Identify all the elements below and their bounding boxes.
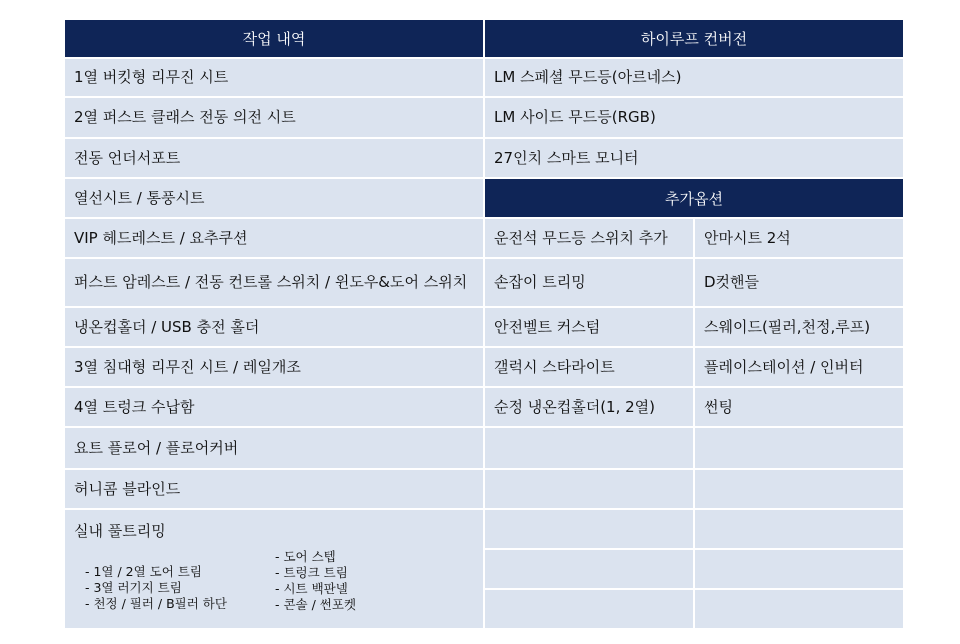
conversion-row: 27인치 스마트 모니터	[485, 139, 903, 177]
work-row: 퍼스트 암레스트 / 전동 컨트롤 스위치 / 윈도우&도어 스위치	[65, 259, 483, 306]
option-cell	[695, 428, 903, 468]
option-cell	[695, 470, 903, 508]
additional-options-header: 추가옵션	[485, 179, 903, 217]
trimming-sub-item: - 콘솔 / 썬포켓	[275, 597, 357, 612]
work-row: VIP 헤드레스트 / 요추쿠션	[65, 219, 483, 257]
work-row: 4열 트렁크 수납함	[65, 388, 483, 426]
conversion-row: LM 스페셜 무드등(아르네스)	[485, 59, 903, 96]
option-cell: 순정 냉온컵홀더(1, 2열)	[485, 388, 693, 426]
work-table	[65, 20, 903, 628]
option-cell-empty	[485, 590, 693, 628]
work-row: 3열 침대형 리무진 시트 / 레일개조	[65, 348, 483, 386]
option-cell: 안마시트 2석	[695, 219, 903, 257]
option-cell: 플레이스테이션 / 인버터	[695, 348, 903, 386]
work-row: 1열 버킷형 리무진 시트	[65, 59, 483, 96]
option-cell-empty	[695, 590, 903, 628]
option-cell	[485, 470, 693, 508]
trimming-sub-item: - 도어 스텝	[275, 549, 336, 564]
option-cell: 손잡이 트리밍	[485, 259, 693, 306]
option-cell: 갤럭시 스타라이트	[485, 348, 693, 386]
option-cell	[695, 510, 903, 548]
trimming-sub-item: - 3열 러기지 트림	[85, 580, 182, 595]
option-cell	[695, 550, 903, 588]
work-row: 허니콤 블라인드	[65, 470, 483, 508]
trimming-sub-item: - 시트 백판넬	[275, 581, 348, 596]
trimming-sub-item: - 1열 / 2열 도어 트림	[85, 564, 202, 579]
work-row: 전동 언더서포트	[65, 139, 483, 177]
work-row: 2열 퍼스트 클래스 전동 의전 시트	[65, 98, 483, 137]
option-cell	[485, 510, 693, 548]
interior-trimming-label: 실내 풀트리밍	[74, 522, 166, 540]
option-cell: 안전벨트 커스텀	[485, 308, 693, 346]
trimming-sub-list-left	[85, 564, 227, 612]
work-row: 요트 플로어 / 플로어커버	[65, 428, 483, 468]
hiloop-conversion-header: 하이루프 컨버전	[485, 20, 903, 57]
option-cell: 운전석 무드등 스위치 추가	[485, 219, 693, 257]
option-cell	[485, 550, 693, 588]
option-cell: 스웨이드(필러,천정,루프)	[695, 308, 903, 346]
trimming-sub-item: - 트렁크 트림	[275, 565, 348, 580]
option-cell: D컷핸들	[695, 259, 903, 306]
work-history-header: 작업 내역	[65, 20, 483, 57]
work-row: 냉온컵홀더 / USB 충전 홀더	[65, 308, 483, 346]
work-row: 열선시트 / 통풍시트	[65, 179, 483, 217]
option-cell	[485, 428, 693, 468]
conversion-row: LM 사이드 무드등(RGB)	[485, 98, 903, 137]
trimming-sub-item: - 천정 / 필러 / B필러 하단	[85, 596, 227, 611]
trimming-sub-list-right	[275, 549, 356, 613]
option-cell: 썬팅	[695, 388, 903, 426]
